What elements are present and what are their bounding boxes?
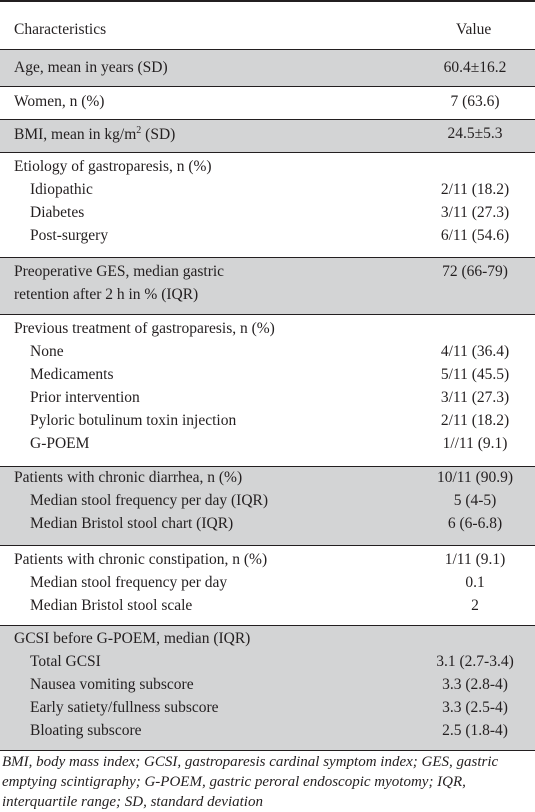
row-label: Median stool frequency per day	[30, 574, 228, 591]
row-label: None	[30, 343, 64, 360]
row-label: Medicaments	[30, 366, 114, 383]
row-label: Total GCSI	[30, 653, 101, 670]
table-row	[0, 181, 535, 204]
row-value: 6/11 (54.6)	[440, 227, 510, 244]
table-row	[0, 412, 535, 435]
row-value: 3.3 (2.8-4)	[442, 676, 508, 693]
table-row	[0, 653, 535, 676]
row-value: 60.4±16.2	[443, 59, 507, 76]
row-value: 72 (66-79)	[442, 263, 508, 280]
table-header	[0, 2, 535, 50]
bmi-label-suffix: (SD)	[141, 126, 176, 144]
row-label: Post-surgery	[30, 227, 109, 244]
header-characteristics: Characteristics	[14, 21, 107, 38]
row-value: 24.5±5.3	[447, 125, 503, 142]
header-value: Value	[456, 21, 492, 38]
row-women	[0, 87, 535, 120]
group-label: Patients with chronic constipation, n (%)	[14, 551, 268, 568]
row-label: Median stool frequency per day (IQR)	[30, 492, 269, 509]
table-row	[0, 389, 535, 412]
table-row	[0, 492, 535, 515]
row-value: 4/11 (36.4)	[440, 343, 510, 360]
row-label: Early satiety/fullness subscore	[30, 699, 219, 716]
table-row	[0, 204, 535, 227]
table-row	[0, 699, 535, 722]
bottom-rule	[0, 750, 535, 751]
row-value: 2/11 (18.2)	[440, 181, 510, 198]
row-value: 0.1	[465, 574, 485, 591]
row-label: Preoperative GES, median gastric	[14, 263, 225, 280]
row-ges	[0, 258, 535, 315]
row-value: 3/11 (27.3)	[440, 389, 510, 406]
row-value: 7 (63.6)	[450, 93, 500, 110]
row-value: 3.1 (2.7-3.4)	[436, 653, 514, 670]
row-label: Age, mean in years (SD)	[14, 59, 168, 76]
row-label: Nausea vomiting subscore	[30, 676, 194, 693]
row-group-constipation	[0, 546, 535, 626]
row-group-previous-treatment	[0, 315, 535, 467]
row-label: Prior intervention	[30, 389, 140, 406]
row-value: 5 (4-5)	[453, 492, 497, 509]
row-value: 2/11 (18.2)	[440, 412, 510, 429]
group-label: Patients with chronic diarrhea, n (%)	[14, 469, 243, 486]
table-footnote: BMI, body mass index; GCSI, gastroparesis cardinal symptom index; GES, gastric emptying scintigraphy; G-POEM, gastric peroral endoscopic myotomy; IQR, interquartile range; SD, standard deviation	[2, 754, 499, 810]
row-label: Bloating subscore	[30, 722, 142, 739]
group-label: Etiology of gastroparesis, n (%)	[14, 158, 212, 175]
table-row	[0, 227, 535, 250]
row-bmi	[0, 120, 535, 153]
row-value: 3/11 (27.3)	[440, 204, 510, 221]
row-label-continued: retention after 2 h in % (IQR)	[14, 286, 199, 303]
row-label: Idiopathic	[30, 181, 93, 198]
row-value: 6 (6-6.8)	[447, 515, 503, 532]
row-value: 10/11 (90.9)	[436, 469, 514, 486]
row-label: G-POEM	[30, 435, 90, 452]
group-label: GCSI before G-POEM, median (IQR)	[14, 630, 251, 647]
row-value: 3.3 (2.5-4)	[442, 699, 508, 716]
table-row	[0, 343, 535, 366]
table-row	[0, 435, 535, 458]
table-row	[0, 366, 535, 389]
row-value: 2	[471, 597, 479, 614]
table-row	[0, 722, 535, 745]
table-row	[0, 515, 535, 538]
row-label	[14, 125, 175, 144]
row-label: Women, n (%)	[14, 93, 105, 110]
row-label: Pyloric botulinum toxin injection	[30, 412, 237, 429]
row-value: 2.5 (1.8-4)	[442, 722, 508, 739]
row-group-gcsi	[0, 626, 535, 750]
table-row	[0, 676, 535, 699]
row-age	[0, 50, 535, 87]
table-row	[0, 597, 535, 620]
row-value: 1//11 (9.1)	[442, 435, 508, 452]
row-label: Median Bristol stool chart (IQR)	[30, 515, 234, 532]
row-label: Diabetes	[30, 204, 85, 221]
bmi-label-superscript: 2	[136, 125, 142, 136]
row-group-etiology	[0, 153, 535, 258]
row-label: Median Bristol stool scale	[30, 597, 193, 614]
row-value: 5/11 (45.5)	[440, 366, 510, 383]
row-value: 1/11 (9.1)	[444, 551, 506, 568]
table-row	[0, 574, 535, 597]
bmi-label-text: BMI, mean in kg/m	[14, 126, 137, 144]
row-group-diarrhea	[0, 467, 535, 546]
group-label: Previous treatment of gastroparesis, n (%)	[14, 320, 275, 337]
